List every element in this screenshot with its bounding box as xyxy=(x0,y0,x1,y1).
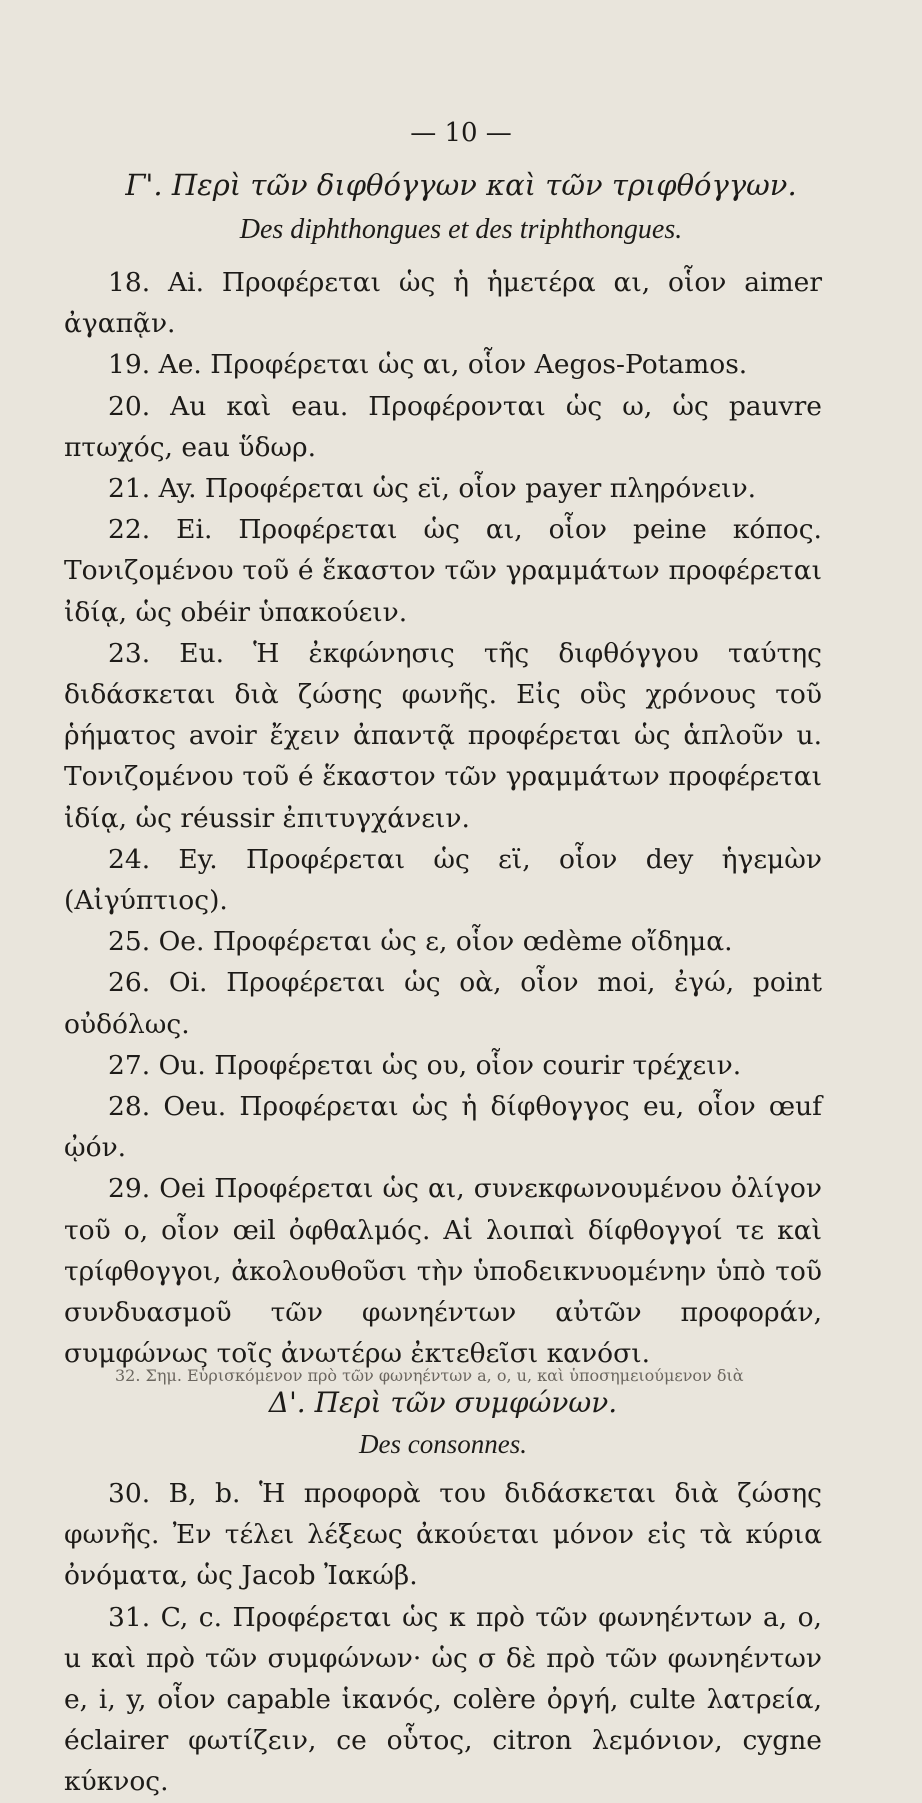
paragraph-28: 28. Oeu. Προφέρεται ὡς ἡ δίφθογγος eu, οἷον œuf ᾠόν. xyxy=(64,1091,822,1164)
paragraph-23: 23. Eu. Ἡ ἐκφώνησις τῆς διφθόγγου ταύτης διδάσκεται διὰ ζώσης φωνῆς. Εἰς οὓς χρόνους τοῦ ῥήματος avoir ἔχειν ἀπαντᾷ προφέρεται ὡς ἁπλοῦν u. Τονιζομένου τοῦ é ἕκαστον τῶν γραμμάτων προφέρεται ἰδίᾳ, ὡς réussir ἐπιτυγχάνειν. xyxy=(64,637,822,834)
paragraph-18: 18. Ai. Προφέρεται ὡς ἡ ἡμετέρα αι, οἷον aimer ἀγαπᾷν. xyxy=(64,267,822,340)
paragraph-25: 25. Oe. Προφέρεται ὡς ε, οἷον œdème οἴδημα. xyxy=(108,926,733,958)
paragraph-19: 19. Ae. Προφέρεται ὡς αι, οἷον Aegos-Potamos. xyxy=(108,349,748,381)
section-d-title-greek: Δ'. Περὶ τῶν συμφώνων. xyxy=(268,1386,618,1420)
footnote-line: 32. Σημ. Εὑρισκόμενον πρὸ τῶν φωνηέντων a, o, u, καὶ ὑποσημειούμενον διὰ xyxy=(115,1366,744,1385)
page-number: — 10 — xyxy=(410,118,512,148)
section-d-title-french: Des consonnes. xyxy=(359,1428,527,1459)
page-body xyxy=(64,262,822,1803)
paragraph-27: 27. Ou. Προφέρεται ὡς ου, οἷον courir τρέχειν. xyxy=(108,1049,742,1081)
paragraph-26: 26. Oi. Προφέρεται ὡς οὰ, οἷον moi, ἐγώ, point οὐδόλως. xyxy=(64,967,822,1040)
paragraph-24: 24. Ey. Προφέρεται ὡς εϊ, οἷον dey ἡγεμὼν (Αἰγύπτιος). xyxy=(64,843,822,917)
paragraph-22: 22. Ei. Προφέρεται ὡς αι, οἷον peine κόπος. Τονιζομένου τοῦ é ἕκαστον τῶν γραμμάτων προφέρεται ἰδίᾳ, ὡς obéir ὑπακούειν. xyxy=(64,514,822,628)
section-c-title-greek: Γ'. Περὶ τῶν διφθόγγων καὶ τῶν τριφθόγγων. xyxy=(125,168,797,202)
paragraph-30: 30. B, b. Ἡ προφορὰ του διδάσκεται διὰ ζώσης φωνῆς. Ἐν τέλει λέξεως ἀκούεται μόνον εἰς τὰ κύρια ὀνόματα, ὡς Jacob Ἰακώβ. xyxy=(64,1477,822,1592)
paragraph-31: 31. C, c. Προφέρεται ὡς κ πρὸ τῶν φωνηέντων a, o, u καὶ πρὸ τῶν συμφώνων· ὡς σ δὲ πρὸ τῶν φωνηέντων e, i, y, οἷον capable ἱκανός, colère ὀργή, culte λατρεία, éclairer φωτίζειν, ce οὗτος, citron λεμόνιον, cygne κύκνος. xyxy=(64,1601,822,1798)
section-c-title-french: Des diphthongues et des triphthongues. xyxy=(239,214,683,245)
paragraph-29: 29. Oei Προφέρεται ὡς αι, συνεκφωνουμένου ὀλίγον τοῦ ο, οἷον œil ὀφθαλμός. Αἱ λοιπαὶ δίφθογγοί τε καὶ τρίφθογγοι, ἀκολουθοῦσι τὴν ὑποδεικνυομένην ὑπὸ τοῦ συνδυασμοῦ τῶν φωνηέντων αὐτῶν προφοράν, συμφώνως τοῖς ἀνωτέρω ἐκτεθεῖσι κανόσι. xyxy=(64,1173,822,1370)
paragraph-21: 21. Ay. Προφέρεται ὡς εϊ, οἷον payer πληρόνειν. xyxy=(108,473,757,505)
paragraph-20: 20. Au καὶ eau. Προφέρονται ὡς ω, ὡς pauvre πτωχός, eau ὕδωρ. xyxy=(64,390,822,463)
